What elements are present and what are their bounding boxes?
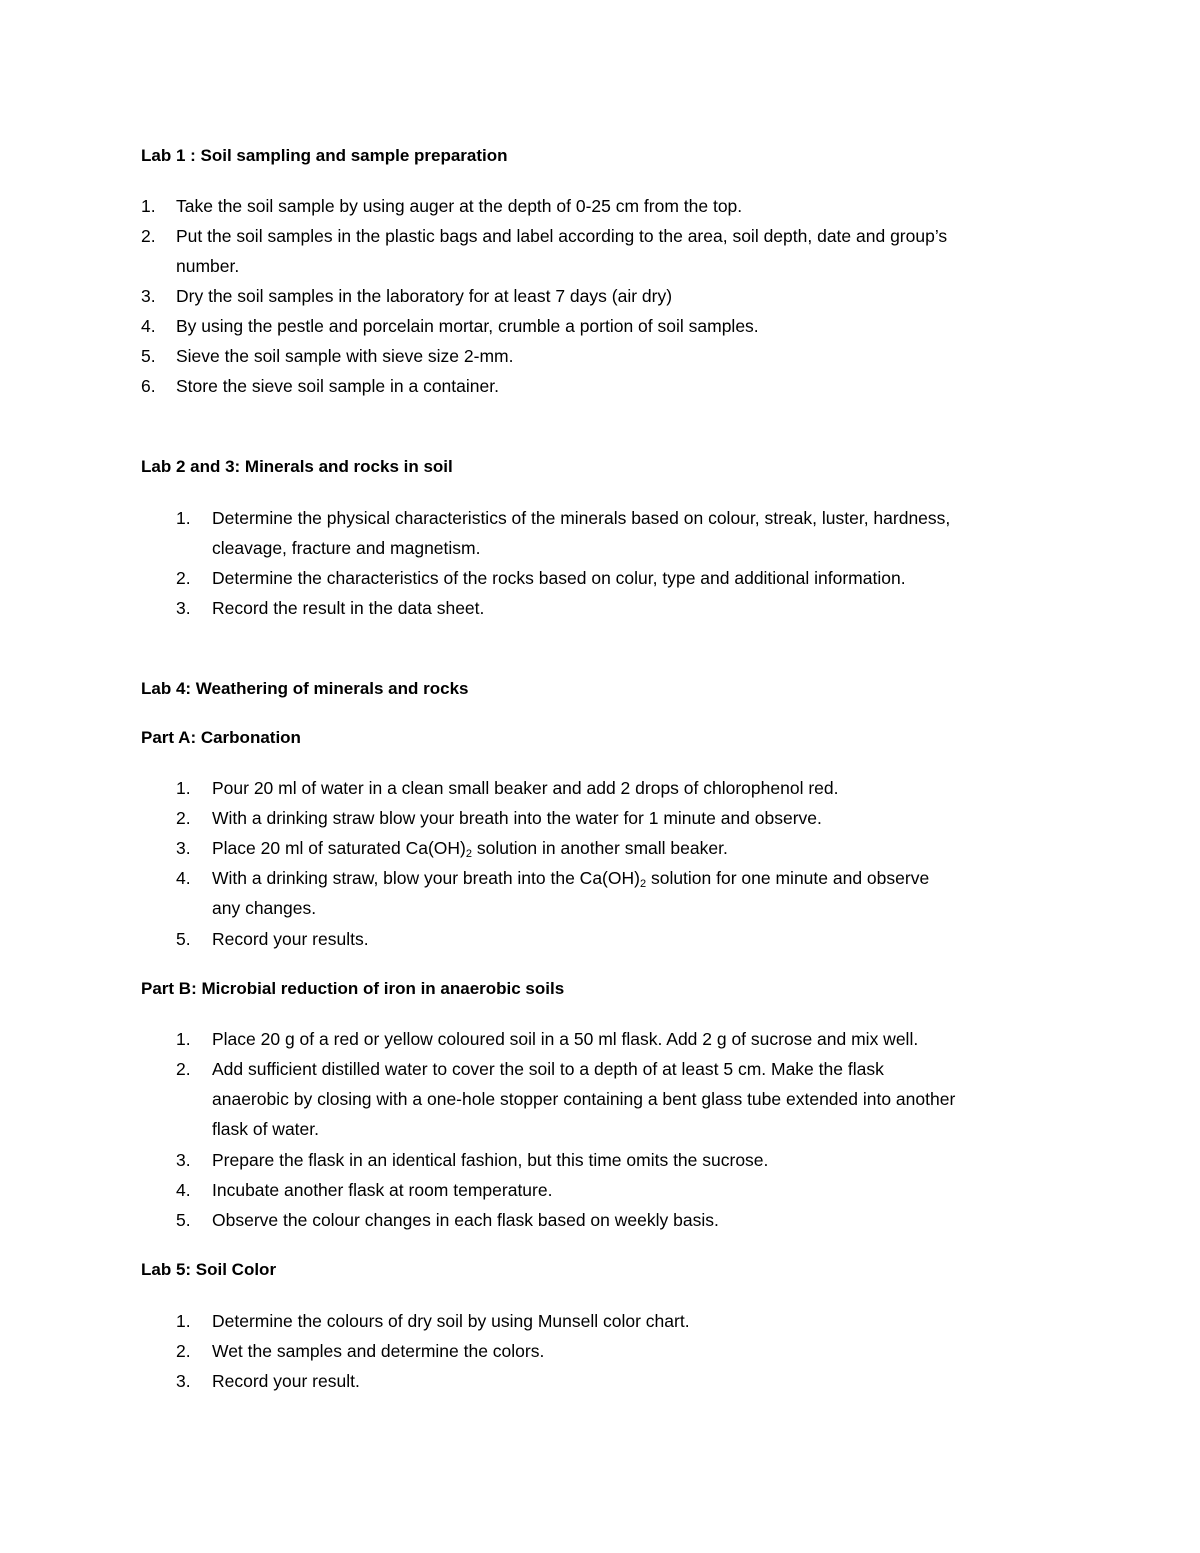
- part-a-item-3-text: [212, 837, 728, 865]
- lab5-item-2-text: Wet the samples and determine the colors.: [212, 1341, 545, 1361]
- lab1-item-3-text: Dry the soil samples in the laboratory for at least 7 days (air dry): [176, 286, 673, 306]
- lab5-item-2-number: 2.: [176, 1341, 191, 1361]
- part-b-item-5-text: Observe the colour changes in each flask based on weekly basis.: [212, 1210, 719, 1230]
- part-b-item-1-number: 1.: [176, 1029, 191, 1049]
- lab1-item-2-number: 2.: [141, 226, 156, 246]
- part-a-item-4-text-pre: With a drinking straw, blow your breath into the Ca(OH): [212, 868, 640, 888]
- lab2-item-2-number: 2.: [176, 568, 191, 588]
- lab1-item-6-number: 6.: [141, 376, 156, 396]
- part-a-item-4-number: 4.: [176, 868, 191, 888]
- lab2-item-3-text: Record the result in the data sheet.: [212, 598, 485, 618]
- lab5-item-3-number: 3.: [176, 1371, 191, 1391]
- lab1-heading: Lab 1 : Soil sampling and sample preparation: [141, 146, 508, 165]
- part-a-item-1-number: 1.: [176, 778, 191, 798]
- part-b-item-4-number: 4.: [176, 1180, 191, 1200]
- lab5-item-1-text: Determine the colours of dry soil by using Munsell color chart.: [212, 1311, 690, 1331]
- lab1-item-4-text: By using the pestle and porcelain mortar, crumble a portion of soil samples.: [176, 316, 759, 336]
- lab1-item-3-number: 3.: [141, 286, 156, 306]
- lab2-item-1-text-cont: cleavage, fracture and magnetism.: [212, 538, 481, 558]
- part-b-item-2-text-cont-2: flask of water.: [212, 1119, 319, 1139]
- lab2-item-2-text: Determine the characteristics of the rocks based on colur, type and additional information.: [212, 568, 906, 588]
- part-b-item-2-text: Add sufficient distilled water to cover the soil to a depth of at least 5 cm. Make the flask: [212, 1059, 884, 1079]
- lab4-part-a-heading: Part A: Carbonation: [141, 728, 301, 747]
- lab4-part-b-heading: Part B: Microbial reduction of iron in anaerobic soils: [141, 979, 565, 998]
- lab2-item-1-text: Determine the physical characteristics of the minerals based on colour, streak, luster, hardness,: [212, 508, 951, 528]
- part-a-item-3-text-post: solution in another small beaker.: [471, 838, 728, 858]
- part-b-item-5-number: 5.: [176, 1210, 191, 1230]
- part-b-item-2-text-cont-1: anaerobic by closing with a one-hole stopper containing a bent glass tube extended into another: [212, 1089, 956, 1109]
- part-a-item-2-number: 2.: [176, 808, 191, 828]
- part-a-item-2-text: With a drinking straw blow your breath into the water for 1 minute and observe.: [212, 808, 822, 828]
- lab2-heading: Lab 2 and 3: Minerals and rocks in soil: [141, 457, 453, 476]
- lab1-item-2-text: Put the soil samples in the plastic bags and label according to the area, soil depth, date and group’s: [176, 226, 948, 246]
- part-a-item-4-text-cont: any changes.: [212, 898, 317, 918]
- part-b-item-2-number: 2.: [176, 1059, 191, 1079]
- part-a-item-3-text-pre: Place 20 ml of saturated Ca(OH): [212, 838, 466, 858]
- lab2-item-3-number: 3.: [176, 598, 191, 618]
- part-a-item-4-text: [212, 867, 929, 895]
- part-b-item-3-number: 3.: [176, 1150, 191, 1170]
- lab2-item-1-number: 1.: [176, 508, 191, 528]
- part-a-item-3-number: 3.: [176, 838, 191, 858]
- lab1-item-6-text: Store the sieve soil sample in a container.: [176, 376, 499, 396]
- lab1-item-5-text: Sieve the soil sample with sieve size 2-mm.: [176, 346, 514, 366]
- lab1-item-4-number: 4.: [141, 316, 156, 336]
- part-b-item-1-text: Place 20 g of a red or yellow coloured soil in a 50 ml flask. Add 2 g of sucrose and mix well.: [212, 1029, 919, 1049]
- lab1-item-1-number: 1.: [141, 196, 156, 216]
- lab1-item-1-text: Take the soil sample by using auger at the depth of 0-25 cm from the top.: [176, 196, 743, 216]
- lab5-item-1-number: 1.: [176, 1311, 191, 1331]
- lab4-heading: Lab 4: Weathering of minerals and rocks: [141, 679, 469, 698]
- lab5-heading: Lab 5: Soil Color: [141, 1260, 277, 1279]
- part-a-item-4-text-post: solution for one minute and observe: [646, 868, 930, 888]
- part-b-item-3-text: Prepare the flask in an identical fashion, but this time omits the sucrose.: [212, 1150, 769, 1170]
- lab1-item-2-text-cont: number.: [176, 256, 240, 276]
- part-a-item-5-number: 5.: [176, 929, 191, 949]
- lab1-item-5-number: 5.: [141, 346, 156, 366]
- part-a-item-3-subscript: 2: [465, 848, 472, 860]
- lab5-item-3-text: Record your result.: [212, 1371, 360, 1391]
- part-a-item-4-subscript: 2: [639, 878, 647, 890]
- part-a-item-1-text: Pour 20 ml of water in a clean small beaker and add 2 drops of chlorophenol red.: [212, 778, 839, 798]
- part-b-item-4-text: Incubate another flask at room temperature.: [212, 1180, 553, 1200]
- part-a-item-5-text: Record your results.: [212, 929, 369, 949]
